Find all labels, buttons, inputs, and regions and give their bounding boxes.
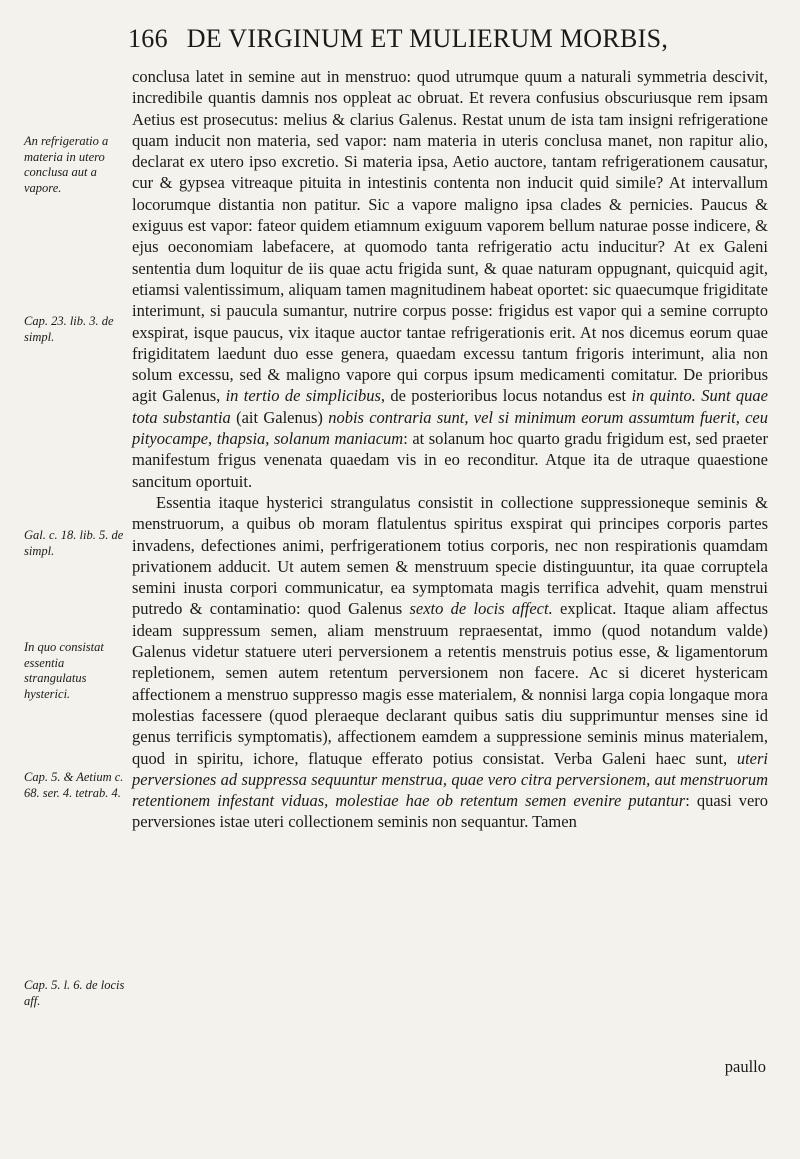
page-number: 166 <box>128 24 168 53</box>
paragraph <box>132 66 768 492</box>
margin-note: Cap. 5. l. 6. de locis aff. <box>24 978 125 1008</box>
margin-note: Cap. 23. lib. 3. de simpl. <box>24 314 114 344</box>
margin-note: Cap. 5. & Aetium c. 68. ser. 4. tetrab. 4. <box>24 770 124 800</box>
text-run: Essentia itaque hysterici strangulatus consistit in collectione suppressioneque seminis & menstruorum, a quibus ob moram flatulentus spiritus exspirat qui principes corporis partes invadens, defectiones animi, perfrigerationem totius corporis, nec non respirationis quamdam privationem adducit. Ut autem semen & menstruum specie distinguuntur, ita quae corruptela semini inusta corpori communicatur, ea symptomata magis terrifica advehit, quam menstrui putredo & contaminatio: quod Galenus <box>132 492 768 619</box>
margin-note: In quo consistat essentia strangulatus hysterici. <box>24 640 104 701</box>
italic-text-run: sexto de locis affect. <box>409 599 553 619</box>
text-run: conclusa latet in semine aut in menstruo: quod utrumque quum a naturali symmetria descivit, incredibile quantis damnis nos oppleat ac obruat. Et revera confusius obscuriusque rem ipsam Aetius est prosecutus: melius & clarius Galenus. Restat unum de ista tam insigni refrigeratione quam inducit non materia, sed vapor: nam materia in uteris conclusa manet, non rapitur alio, declarat ex utero ipso excretio. Si materia ipsa, Aetio auctore, tantam refrigerationem causatur, cur & gypsea vitreaque pituita in intestinis contenta non inducit quid simile? At intervallum locorumque distantia non patitur. Sic a vapore maligno ipsa clades & pernicies. Paucus & exiguus est vapor: fateor quidem etiamnum exiguum vaporem bellum naturae posse indicere, & ejus oeconomiam labefacere, at quomodo tanta refrigeratio actu inducitur? At ex Galeni sententia dum loquitur de iis quae actu frigida sunt, & quae naturam oppugnant, quicquid agit, etiamsi valentissimum, aliquam tamen magnitudinem habeat oportet: sic quaecumque frigiditate interimunt, si paucula sumantur, nutrire corpus posse: frigidus est vapor qui a semine corrupto exspirat, isque paucus, vix itaque auctor tantae refrigerationis erit. At nos dicemus eorum quae frigiditatem laedunt duo esse genera, quaedam excessu tantum frigoris interimunt, alia non solum excessu, sed & maligno vapore qui corpus ipsum medicamenti comitatur. De prioribus agit Galenus, <box>132 67 768 406</box>
italic-text-run: in tertio de simplicibus <box>225 386 381 406</box>
body-text <box>132 66 768 833</box>
text-run: : at solanum hoc quarto gradu frigidum est, sed praeter manifestum frigus venenata quaedam vis in eo reconditur. Atque ita de utraque quaestione sancitum oportuit. <box>132 429 768 491</box>
italic-text-run: in quinto. Sunt quae tota substantia <box>132 386 768 427</box>
margin-note: Gal. c. 18. lib. 5. de simpl. <box>24 528 124 558</box>
text-run: (ait Galenus) <box>230 407 329 427</box>
text-run: explicat. Itaque aliam affectus ideam suppressum semen, aliam menstruum repraesentat, immo (quod notandum valde) Galenus videtur statuere uteri perversionem a retentis menstruis potius esse, & ligamentorum repletionem, semen autem retentum perversionem non facere. Ac si diceret hystericam affectionem a menstruo suppresso magis esse materialem, & nonnisi larga copia longaque mora molestias facessere (quod pleraeque declarant quibus satis diu supprimuntur menses sine id genus terrificis symptomatis), affectionem eamdem a suppressione seminis minus materialem, quod in spiritu, ichore, flatuque efferato potius consistat. Verba Galeni haec sunt, <box>132 599 768 768</box>
catchword: paullo <box>724 1057 766 1076</box>
running-title: DE VIRGINUM ET MULIERUM MORBIS, <box>186 24 669 53</box>
italic-text-run: uteri perversiones ad suppressa sequuntur menstrua, quae vero citra perversionem, aut menstruorum retentionem infestant viduas, molestiae hae ob retentum semen evenire putantur <box>132 748 768 811</box>
margin-note: An refrigeratio a materia in utero conclusa aut a vapore. <box>24 134 109 195</box>
text-run: , de posterioribus locus notandus est <box>380 386 632 406</box>
paragraph <box>132 492 768 833</box>
text-run: : quasi vero perversiones istae uteri collectionem seminis non sequantur. Tamen <box>132 791 769 832</box>
italic-text-run: nobis contraria sunt, vel si minimum eorum assumtum fuerit, ceu pityocampe, thapsia, solanum maniacum <box>132 407 768 449</box>
page-header <box>128 22 778 56</box>
